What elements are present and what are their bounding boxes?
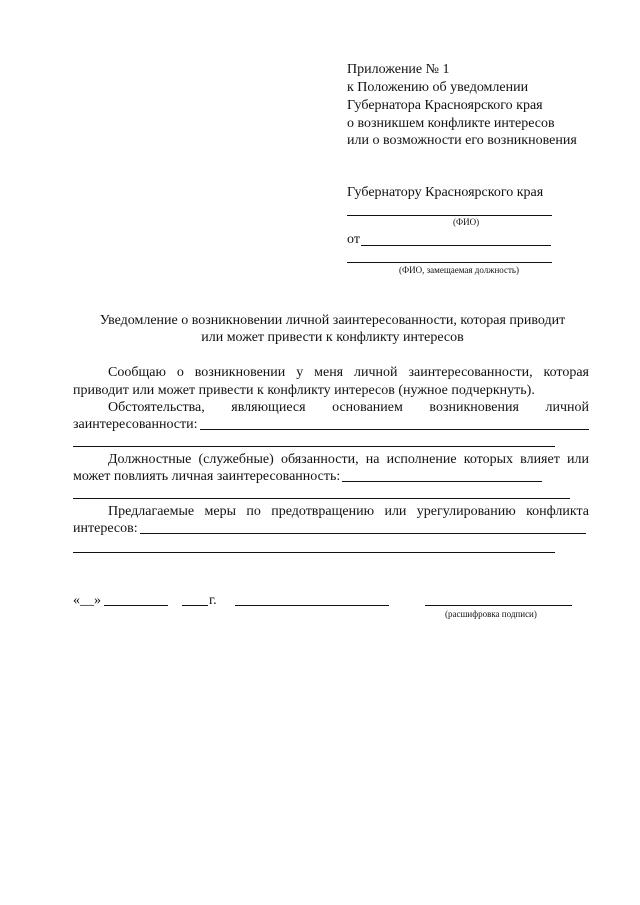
fill-line bbox=[342, 481, 542, 482]
signature-line bbox=[235, 605, 389, 606]
from-line bbox=[361, 245, 551, 246]
measures-field bbox=[73, 520, 586, 538]
field-label: интересов: bbox=[73, 521, 138, 536]
date-day: «__» bbox=[73, 593, 101, 608]
appendix-title: Приложение № 1 bbox=[347, 62, 450, 77]
fill-line bbox=[140, 533, 586, 534]
year-suffix: г. bbox=[209, 593, 217, 608]
appendix-line: Губернатора Красноярского края bbox=[347, 98, 543, 113]
decoding-line bbox=[425, 605, 572, 606]
appendix-line: или о возможности его возникновения bbox=[347, 133, 577, 148]
field-label: может повлиять личная заинтересованность: bbox=[73, 469, 341, 484]
fill-line bbox=[73, 498, 570, 499]
paragraph-text: Предлагаемые меры по предотвращению или урегулированию конфликта bbox=[108, 504, 589, 519]
fio-position-line bbox=[347, 262, 552, 263]
duties-field bbox=[73, 468, 542, 486]
addressee-to: Губернатору Красноярского края bbox=[347, 185, 544, 200]
fill-line bbox=[73, 552, 555, 553]
paragraph-text: приводит или может привести к конфликту интересов (нужное подчеркнуть). bbox=[73, 383, 535, 398]
fill-line bbox=[73, 446, 555, 447]
fio-caption: (ФИО) bbox=[453, 217, 480, 227]
date-year-line bbox=[182, 605, 208, 606]
appendix-line: о возникшем конфликте интересов bbox=[347, 116, 555, 131]
notification-title: или может привести к конфликту интересов bbox=[201, 330, 464, 345]
fio-position-caption: (ФИО, замещаемая должность) bbox=[399, 265, 520, 275]
paragraph-text: Обстоятельства, являющиеся основанием возникновения личной bbox=[108, 400, 589, 415]
notification-title: Уведомление о возникновении личной заинтересованности, которая приводит bbox=[99, 313, 566, 328]
fio-line bbox=[347, 215, 552, 216]
paragraph-text: Должностные (служебные) обязанности, на исполнение которых влияет или bbox=[108, 452, 589, 467]
decoding-caption: (расшифровка подписи) bbox=[445, 609, 537, 619]
fill-line bbox=[200, 429, 589, 430]
appendix-line: к Положению об уведомлении bbox=[347, 80, 529, 95]
field-label: заинтересованности: bbox=[73, 417, 198, 432]
paragraph-text: Сообщаю о возникновении у меня личной заинтересованности, которая bbox=[108, 365, 589, 380]
date-month-line bbox=[104, 605, 168, 606]
circumstances-field bbox=[73, 416, 589, 434]
from-label: от bbox=[347, 232, 360, 247]
